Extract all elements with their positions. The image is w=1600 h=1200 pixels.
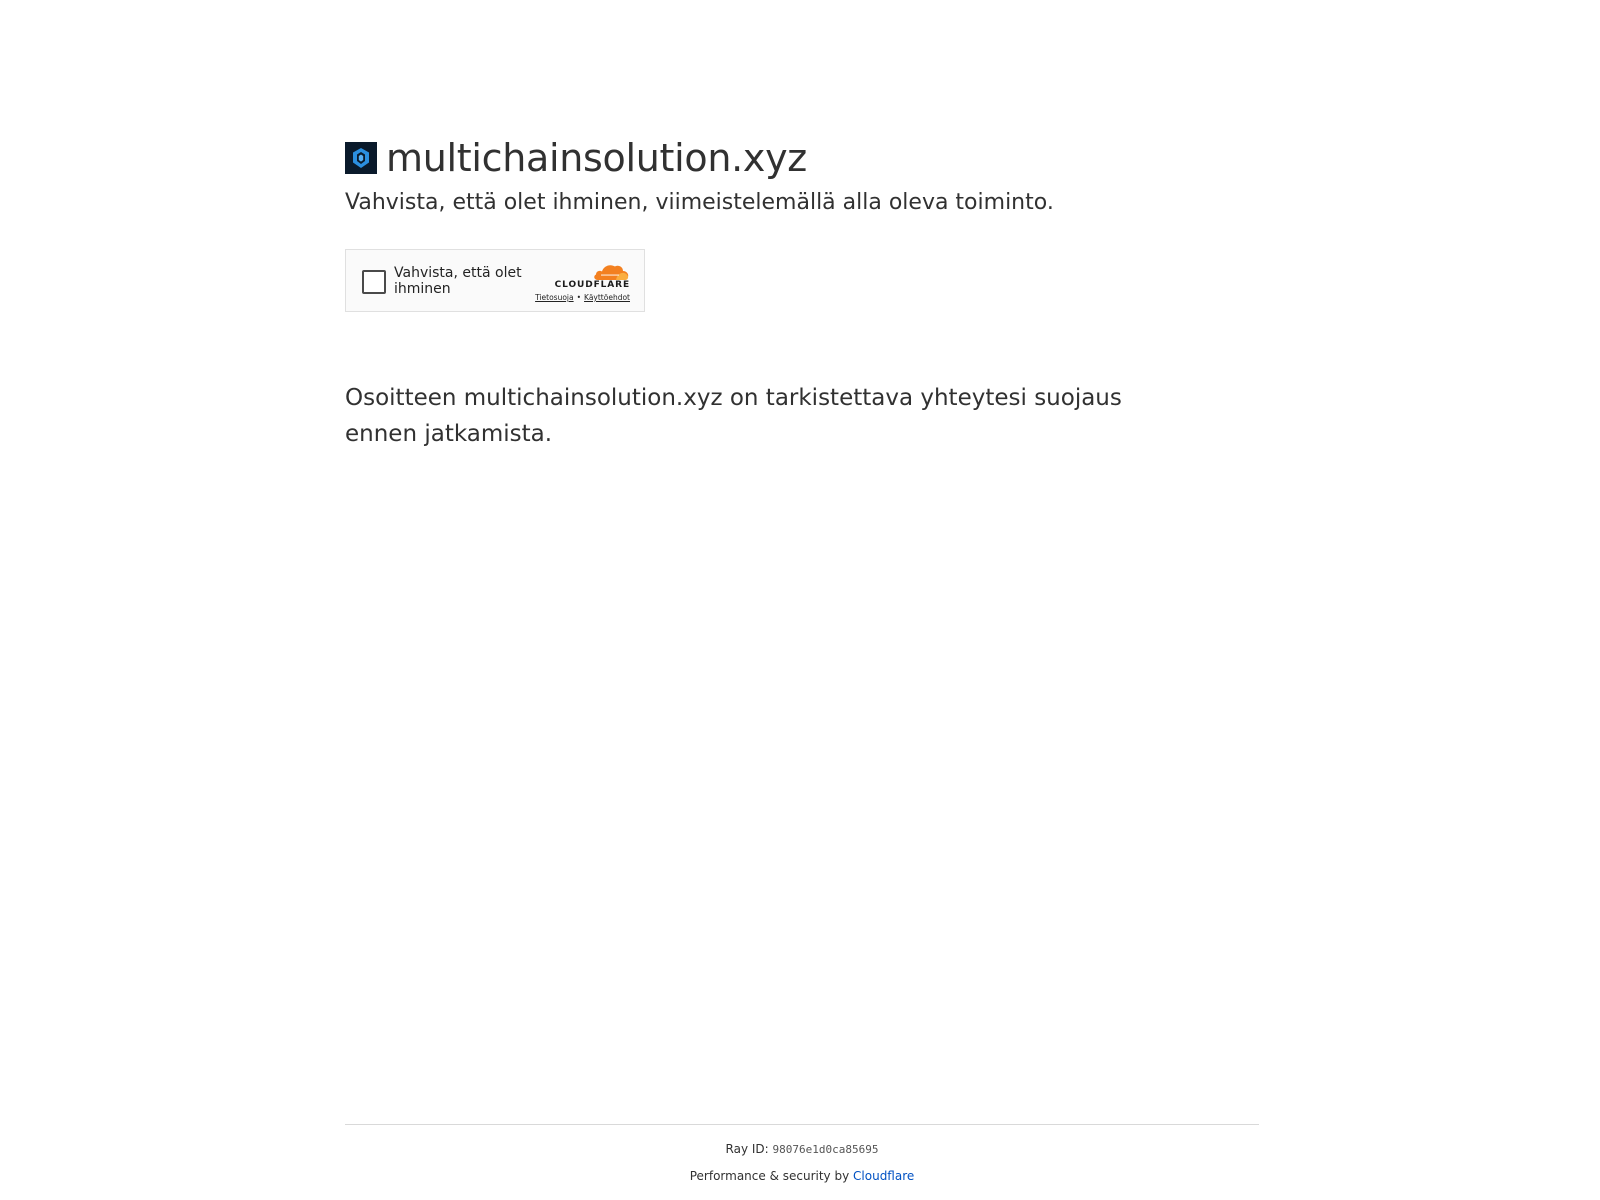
verify-checkbox-label[interactable]: Vahvista, että olet ihminen bbox=[394, 265, 522, 297]
cloudflare-cloud-icon bbox=[592, 260, 630, 282]
shield-logo-icon bbox=[345, 142, 377, 174]
footer bbox=[345, 1124, 1259, 1183]
cloudflare-wordmark: CLOUDFLARE bbox=[554, 280, 630, 290]
ray-id-label: Ray ID: bbox=[725, 1142, 769, 1156]
terms-link[interactable]: Käyttöehdot bbox=[584, 293, 630, 302]
main-content bbox=[345, 132, 1265, 452]
performance-text: Performance & security by bbox=[689, 1169, 850, 1183]
turnstile-widget bbox=[345, 249, 645, 312]
widget-links bbox=[530, 293, 630, 302]
privacy-link[interactable]: Tietosuoja bbox=[535, 293, 574, 302]
page-subtitle: Vahvista, että olet ihminen, viimeistelemällä alla oleva toiminto. bbox=[345, 190, 1054, 215]
cloudflare-brand bbox=[530, 260, 630, 302]
verify-checkbox[interactable] bbox=[362, 270, 386, 294]
site-domain-title: multichainsolution.xyz bbox=[386, 136, 807, 180]
ray-id-value: 98076e1d0ca85695 bbox=[772, 1143, 879, 1156]
ray-id-row bbox=[345, 1142, 1259, 1158]
links-separator: • bbox=[576, 293, 582, 302]
site-header bbox=[345, 132, 1265, 184]
performance-credit bbox=[345, 1169, 1259, 1183]
cloudflare-link[interactable]: Cloudflare bbox=[853, 1169, 915, 1183]
security-check-message: Osoitteen multichainsolution.xyz on tarkistettava yhteytesi suojaus ennen jatkamista. bbox=[345, 385, 1122, 447]
